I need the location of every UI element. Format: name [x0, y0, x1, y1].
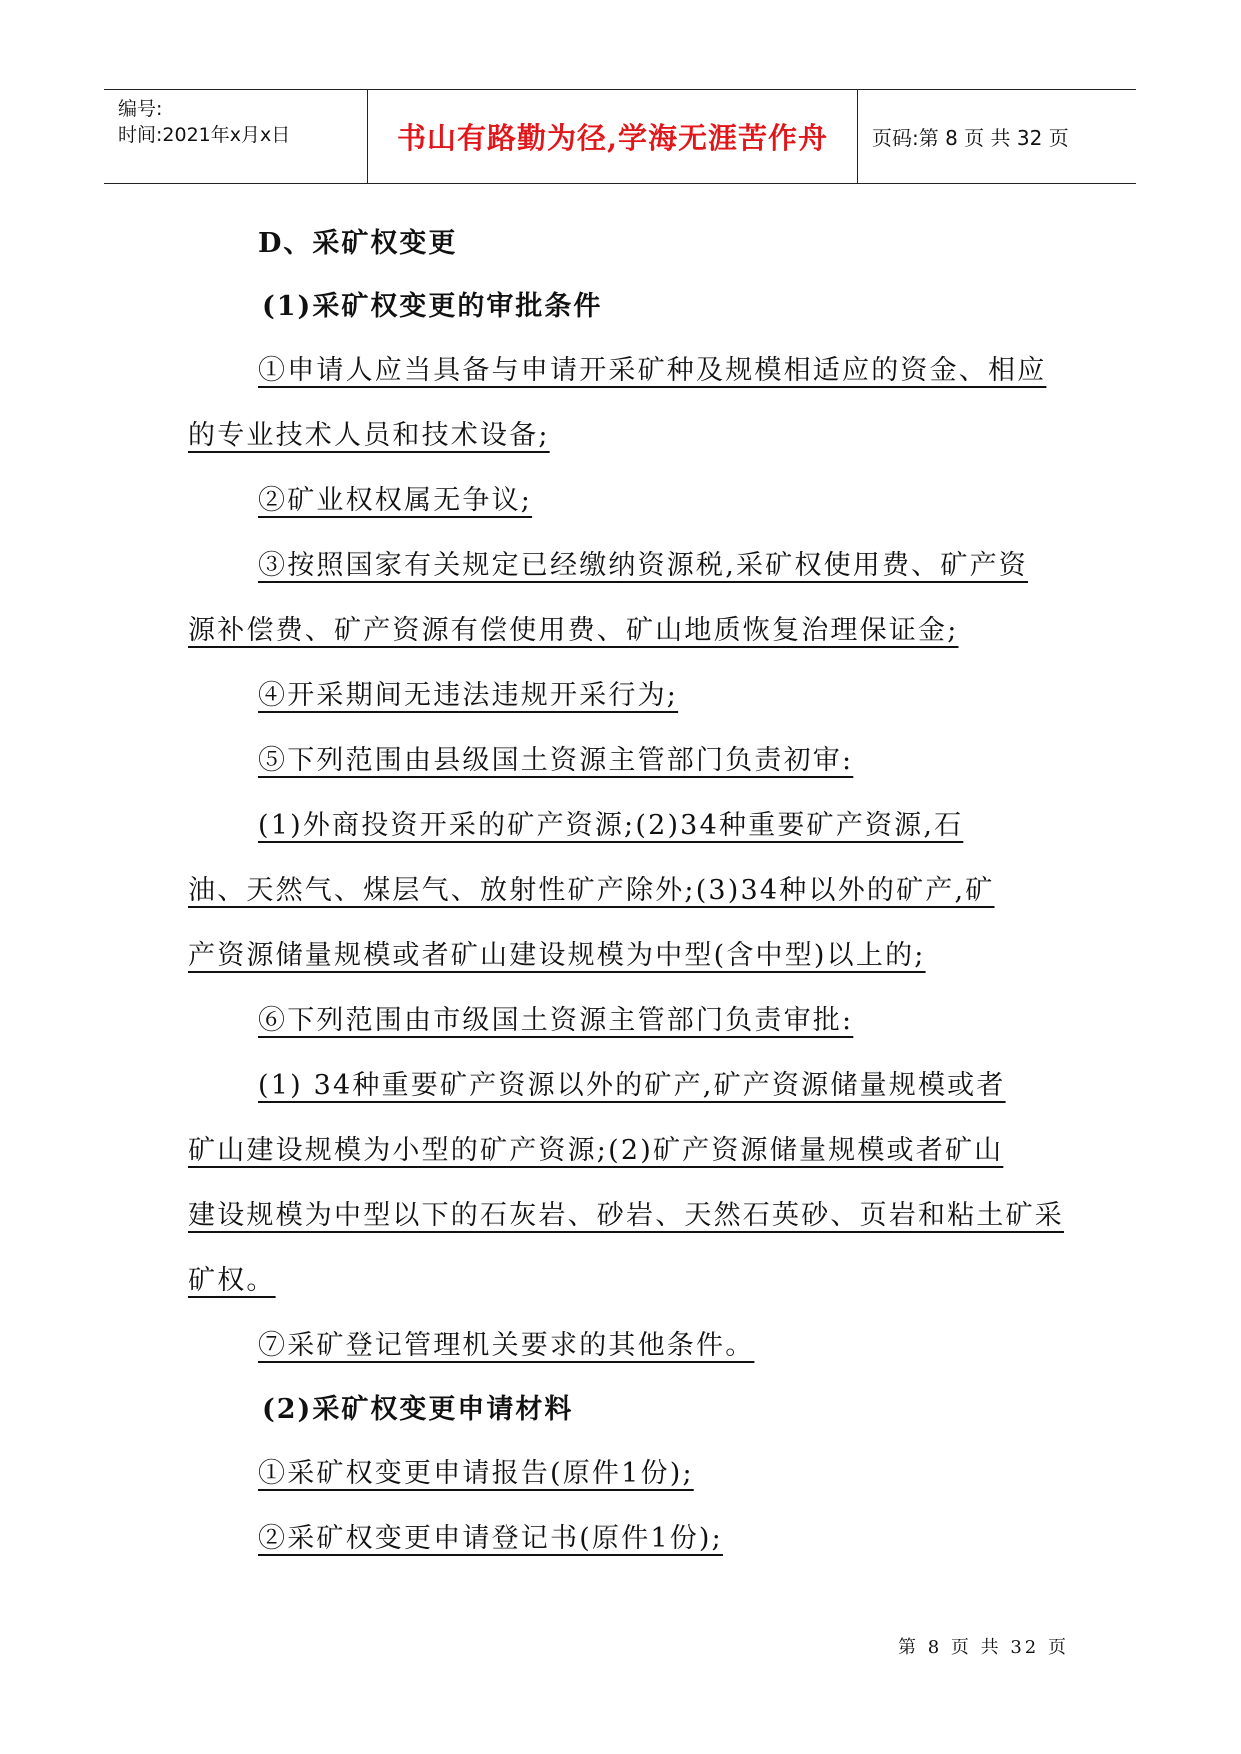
- condition-1-line-1: ①申请人应当具备与申请开采矿种及规模相适应的资金、相应: [258, 355, 1047, 386]
- condition-2: ②矿业权权属无争议;: [258, 485, 533, 516]
- subsection-title-conditions: (1)采矿权变更的审批条件: [262, 291, 603, 322]
- condition-3-line-2: 源补偿费、矿产资源有偿使用费、矿山地质恢复治理保证金;: [188, 615, 959, 646]
- document-time-label: 时间:2021年x月x日: [118, 124, 291, 146]
- header-page-cell: [858, 90, 1136, 183]
- condition-5-line-1: (1)外商投资开采的矿产资源;(2)34种重要矿产资源,石: [258, 810, 964, 841]
- condition-7: ⑦采矿登记管理机关要求的其他条件。: [258, 1330, 755, 1361]
- subsection-title-materials: (2)采矿权变更申请材料: [262, 1394, 574, 1425]
- section-title: D、采矿权变更: [258, 228, 458, 259]
- condition-5-line-2: 油、天然气、煤层气、放射性矿产除外;(3)34种以外的矿产,矿: [188, 875, 995, 906]
- page-footer: 第 8 页 共 32 页: [898, 1637, 1069, 1658]
- condition-4: ④开采期间无违法违规开采行为;: [258, 680, 679, 711]
- condition-1-line-2: 的专业技术人员和技术设备;: [188, 420, 550, 451]
- condition-6-line-3: 建设规模为中型以下的石灰岩、砂岩、天然石英砂、页岩和粘土矿采: [188, 1200, 1064, 1231]
- material-1: ①采矿权变更申请报告(原件1份);: [258, 1458, 694, 1489]
- header-motto: 书山有路勤为径,学海无涯苦作舟: [396, 121, 829, 155]
- condition-6-line-2: 矿山建设规模为小型的矿产资源;(2)矿产资源储量规模或者矿山: [188, 1135, 1004, 1166]
- condition-5-line-3: 产资源储量规模或者矿山建设规模为中型(含中型)以上的;: [188, 940, 926, 971]
- header-meta-cell: [104, 90, 368, 183]
- condition-6-line-4: 矿权。: [188, 1265, 276, 1296]
- material-2: ②采矿权变更申请登记书(原件1份);: [258, 1523, 723, 1554]
- header-page-info: 页码:第 8 页 共 32 页: [872, 126, 1069, 150]
- document-code-label: 编号:: [118, 98, 163, 120]
- condition-6: ⑥下列范围由市级国土资源主管部门负责审批:: [258, 1005, 854, 1036]
- header-motto-cell: [368, 90, 858, 183]
- document-header: [104, 89, 1136, 184]
- condition-5: ⑤下列范围由县级国土资源主管部门负责初审:: [258, 745, 854, 776]
- condition-3-line-1: ③按照国家有关规定已经缴纳资源税,采矿权使用费、矿产资: [258, 550, 1028, 581]
- condition-6-line-1: (1) 34种重要矿产资源以外的矿产,矿产资源储量规模或者: [258, 1070, 1006, 1101]
